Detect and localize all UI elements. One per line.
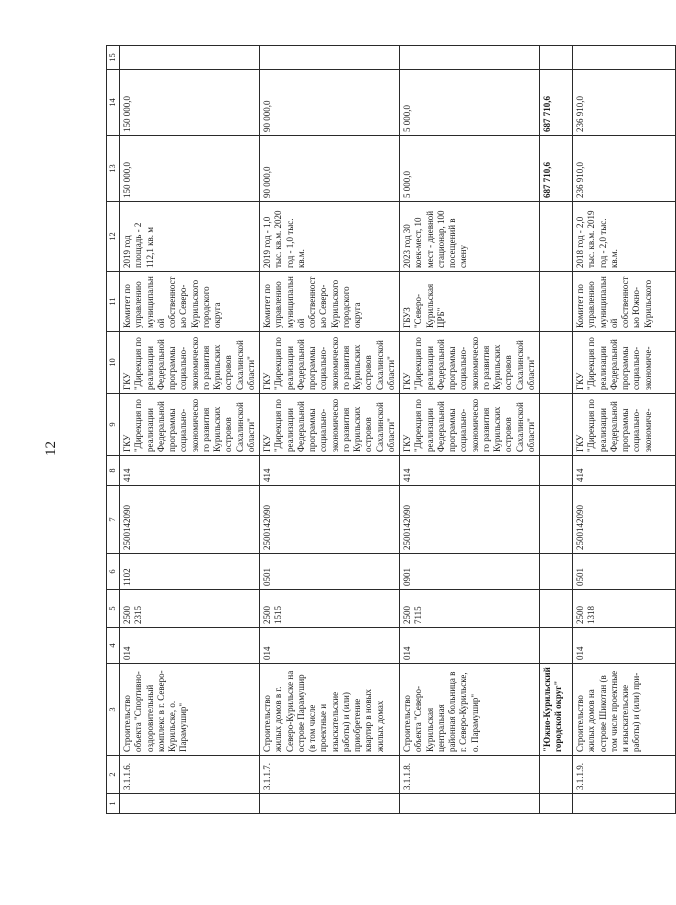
cell-empty bbox=[540, 46, 573, 70]
cell-number: 3.1.1.6. bbox=[120, 756, 260, 794]
program-table bbox=[106, 45, 676, 814]
cell-org: ГКУ "Дирекция по реализации Федеральной программы социально-экономического развития Курильских островов Сахалинской области" bbox=[400, 332, 540, 394]
cell-empty bbox=[120, 794, 260, 814]
cell-empty bbox=[540, 486, 573, 554]
header-row bbox=[107, 46, 120, 814]
col-header: 13 bbox=[107, 136, 120, 202]
cell-code: 0901 bbox=[400, 554, 540, 590]
cell-description: Строительство объекта "Северо-Курильская центральная районная больница в г. Северо-Курильске, о. Парамушир" bbox=[400, 664, 540, 756]
cell-code: 414 bbox=[573, 456, 676, 486]
cell-empty bbox=[540, 756, 573, 794]
cell-empty bbox=[540, 554, 573, 590]
total-label: "Южно-Курильский городской округ" bbox=[540, 664, 573, 756]
cell-result: 2019 год площадь - 2 112,1 кв. м bbox=[120, 202, 260, 272]
cell-org: ГКУ "Дирекция по реализации Федеральной программы социально-экономического развития Курильских островов Сахалинской области" bbox=[120, 332, 260, 394]
cell-amount: 150 000,0 bbox=[120, 136, 260, 202]
cell-code: 2500142090 bbox=[400, 486, 540, 554]
cell-description: Строительство объекта "Спортивно-оздоровительный комплекс в г. Северо-Курильске, о. Парамушир" bbox=[120, 664, 260, 756]
cell-number: 3.1.1.7. bbox=[260, 756, 400, 794]
col-header: 2 bbox=[107, 756, 120, 794]
total-amount: 687 710,6 bbox=[540, 70, 573, 136]
col-header: 3 bbox=[107, 664, 120, 756]
table-row bbox=[120, 46, 260, 814]
cell-code: 2500 1515 bbox=[260, 590, 400, 628]
cell-empty bbox=[260, 794, 400, 814]
cell-empty bbox=[540, 590, 573, 628]
col-header: 5 bbox=[107, 590, 120, 628]
cell-amount: 5 000,0 bbox=[400, 136, 540, 202]
page-number: 12 bbox=[43, 441, 59, 456]
cell-empty bbox=[540, 628, 573, 664]
col-header: 10 bbox=[107, 332, 120, 394]
table-row bbox=[260, 46, 400, 814]
cell-empty bbox=[573, 46, 676, 70]
cell-code: 2500142090 bbox=[573, 486, 676, 554]
cell-org: ГКУ "Дирекция по реализации Федеральной программы социально-экономического развития Курильских островов Сахалинской области" bbox=[260, 394, 400, 456]
cell-code: 414 bbox=[120, 456, 260, 486]
cell-org: Комитет по управлению муниципальной собственностью Южно-Курильского bbox=[573, 272, 676, 332]
cell-amount: 150 000,0 bbox=[120, 70, 260, 136]
cell-org: ГБУЗ "Северо-Курильская ЦРБ" bbox=[400, 272, 540, 332]
cell-org: ГКУ "Дирекция по реализации Федеральной программы социально-экономиче- bbox=[573, 332, 676, 394]
table-row bbox=[400, 46, 540, 814]
col-header: 7 bbox=[107, 486, 120, 554]
cell-empty bbox=[540, 202, 573, 272]
col-header: 4 bbox=[107, 628, 120, 664]
cell-code: 2500 1318 bbox=[573, 590, 676, 628]
cell-code: 0501 bbox=[260, 554, 400, 590]
cell-code: 014 bbox=[400, 628, 540, 664]
cell-description: Строительство жилых домов на острове Шикотан (в том числе проектные и изыскательские работы) и (или) при- bbox=[573, 664, 676, 756]
cell-code: 0501 bbox=[573, 554, 676, 590]
col-header: 1 bbox=[107, 794, 120, 814]
cell-org: ГКУ "Дирекция по реализации Федеральной программы социально-экономиче- bbox=[573, 394, 676, 456]
col-header: 12 bbox=[107, 202, 120, 272]
cell-result: 2018 год - 2,0 тыс. кв.м. 2019 год - 2,0 тыс. кв.м. bbox=[573, 202, 676, 272]
cell-org: ГКУ "Дирекция по реализации Федеральной программы социально-экономического развития Курильских островов Сахалинской области" bbox=[120, 394, 260, 456]
cell-code: 2500 2315 bbox=[120, 590, 260, 628]
cell-result: 2023 год 30 коек-мест, 10 мест - дневной стационар, 100 посещений в смену bbox=[400, 202, 540, 272]
col-header: 11 bbox=[107, 272, 120, 332]
cell-org: ГКУ "Дирекция по реализации Федеральной программы социально-экономического развития Курильских островов Сахалинской области" bbox=[260, 332, 400, 394]
cell-org: ГКУ "Дирекция по реализации Федеральной программы социально-экономического развития Курильских островов Сахалинской области" bbox=[400, 394, 540, 456]
cell-empty bbox=[540, 794, 573, 814]
cell-amount: 90 000,0 bbox=[260, 70, 400, 136]
cell-code: 1102 bbox=[120, 554, 260, 590]
cell-empty bbox=[260, 46, 400, 70]
total-amount: 687 710,6 bbox=[540, 136, 573, 202]
cell-code: 014 bbox=[573, 628, 676, 664]
cell-empty bbox=[400, 794, 540, 814]
cell-code: 014 bbox=[120, 628, 260, 664]
cell-result: 2019 год - 1,0 тыс. кв.м. 2020 год - 1,0 тыс. кв.м. bbox=[260, 202, 400, 272]
col-header: 6 bbox=[107, 554, 120, 590]
cell-empty bbox=[540, 456, 573, 486]
cell-amount: 90 000,0 bbox=[260, 136, 400, 202]
cell-empty bbox=[573, 794, 676, 814]
col-header: 8 bbox=[107, 456, 120, 486]
cell-org: Комитет по управлению муниципальной собственностью Северо-Курильского городского округа bbox=[260, 272, 400, 332]
cell-code: 414 bbox=[260, 456, 400, 486]
cell-amount: 236 910,0 bbox=[573, 70, 676, 136]
cell-code: 2500142090 bbox=[260, 486, 400, 554]
table-row bbox=[573, 46, 676, 814]
cell-code: 2500 7115 bbox=[400, 590, 540, 628]
cell-number: 3.1.1.8. bbox=[400, 756, 540, 794]
rotated-table-container bbox=[106, 46, 653, 814]
col-header: 14 bbox=[107, 70, 120, 136]
col-header: 9 bbox=[107, 394, 120, 456]
cell-amount: 236 910,0 bbox=[573, 136, 676, 202]
cell-number: 3.1.1.9. bbox=[573, 756, 676, 794]
cell-amount: 5 000,0 bbox=[400, 70, 540, 136]
cell-description: Строительство жилых домов в г. Северо-Курильске на острове Парамушир (в том числе проектные и изыскательские работы) и (или) приобретение квартир в новых жилых домах bbox=[260, 664, 400, 756]
cell-org: Комитет по управлению муниципальной собственностью Северо-Курильского городского округа bbox=[120, 272, 260, 332]
cell-empty bbox=[540, 272, 573, 332]
total-row bbox=[540, 46, 573, 814]
col-header: 15 bbox=[107, 46, 120, 70]
cell-empty bbox=[540, 394, 573, 456]
cell-code: 414 bbox=[400, 456, 540, 486]
cell-empty bbox=[540, 332, 573, 394]
cell-code: 014 bbox=[260, 628, 400, 664]
cell-empty bbox=[400, 46, 540, 70]
cell-code: 2500142090 bbox=[120, 486, 260, 554]
cell-empty bbox=[120, 46, 260, 70]
